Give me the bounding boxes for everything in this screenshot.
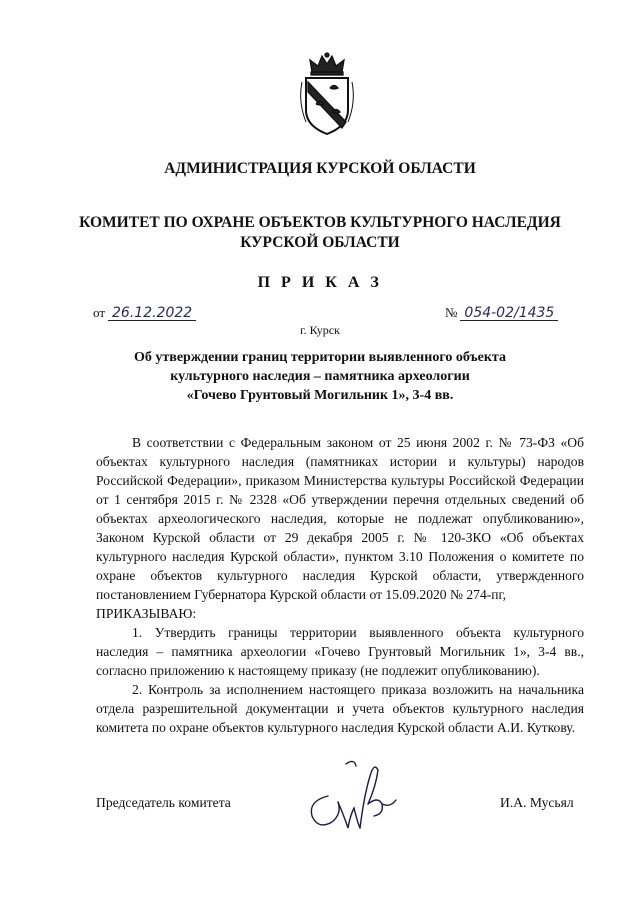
date-value: 26.12.2022 — [108, 306, 196, 321]
administration-heading: АДМИНИСТРАЦИЯ КУРСКОЙ ОБЛАСТИ — [164, 160, 476, 177]
number-line — [445, 305, 558, 321]
city: г. Курск — [300, 323, 340, 337]
signatory-name: И.А. Мусьял — [500, 795, 574, 810]
document-body — [96, 433, 584, 737]
number-value: 054-02/1435 — [460, 306, 558, 321]
date-line — [93, 305, 196, 321]
signatory-title: Председатель комитета — [96, 795, 231, 810]
coat-of-arms-emblem — [296, 52, 358, 136]
number-prefix: № — [445, 305, 458, 320]
committee-heading-line2: КУРСКОЙ ОБЛАСТИ — [240, 234, 400, 251]
preamble-paragraph: В соответствии с Федеральным законом от 25 июня 2002 г. № 73-ФЗ «Об объектах культурного наследия (памятниках истории и культуры) народов Российской Федерации», приказом Министерства культуры Российской Федерации от 1 сентября 2015 г. № 2328 «Об утверждении перечня отдельных сведений об объектах археологического наследия, которые не подлежат опубликованию», Законом Курской области от 29 декабря 2005 г. № 120-ЗКО «Об объектах культурного наследия Курской области», пунктом 3.10 Положения о комитете по охране объектов культурного наследия Курской области, утвержденного постановлением Губернатора Курской области от 15.09.2020 № 274-пг, — [96, 435, 584, 602]
subject-line2: культурного наследия – памятника археологии — [170, 369, 470, 384]
subject-line3: «Гочево Грунтовый Могильник 1», 3-4 вв. — [186, 388, 454, 403]
item-1-paragraph: 1. Утвердить границы территории выявленного объекта культурного наследия – памятника археологии «Гочево Грунтовый Могильник 1», 3-4 вв., согласно приложению к настоящему приказу (не подлежит опубликованию). — [96, 625, 584, 678]
order-title: П Р И К А З — [257, 274, 383, 291]
handwritten-signature — [298, 756, 410, 838]
committee-heading-line1: КОМИТЕТ ПО ОХРАНЕ ОБЪЕКТОВ КУЛЬТУРНОГО НАСЛЕДИЯ — [79, 214, 561, 231]
item-2-paragraph: 2. Контроль за исполнением настоящего приказа возложить на начальника отдела разрешительной документации и учета объектов культурного наследия комитета по охране объектов культурного наследия Курской области А.И. Куткову. — [96, 682, 584, 735]
command-word: ПРИКАЗЫВАЮ: — [96, 606, 197, 621]
date-prefix: от — [93, 305, 106, 320]
subject-line1: Об утверждении границ территории выявленного объекта — [134, 350, 506, 365]
